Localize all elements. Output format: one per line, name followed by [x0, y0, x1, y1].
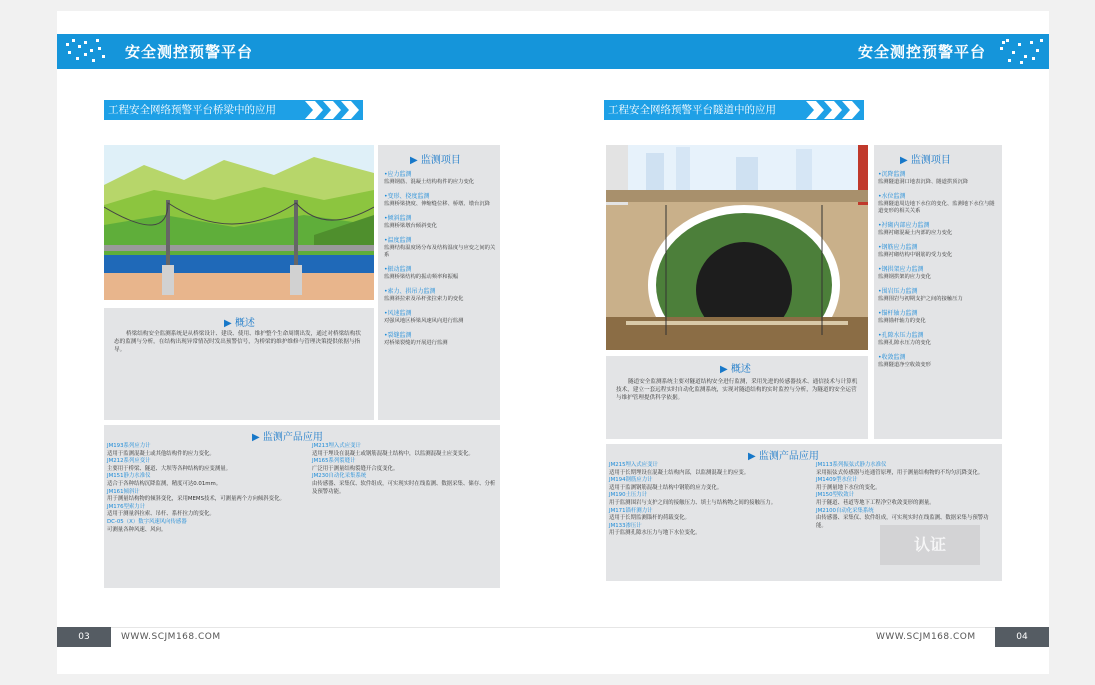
item-heading: •振动监测	[384, 266, 412, 273]
left-products-col1	[107, 443, 303, 534]
item-text: 监测衬砌混凝土内部的应力变化	[878, 230, 953, 236]
header-dots-right	[996, 37, 1046, 67]
item-heading: •风速监测	[384, 310, 412, 317]
product-entry	[107, 504, 303, 519]
product-entry	[816, 462, 998, 477]
product-desc: 主要用于桥梁、隧道、大坝等各种结构的应变测量。	[107, 465, 231, 472]
product-name: JM194钢筋应力计	[609, 477, 653, 484]
product-name: JM230自动化采集系统	[312, 473, 367, 480]
product-entry	[107, 489, 303, 504]
header-dots-left	[62, 37, 112, 67]
product-name: JM161倾斜计	[107, 488, 140, 495]
item-text: 监测桥梁墩台倾斜变化	[384, 223, 437, 229]
chevron-arrows-icon	[301, 100, 363, 120]
page-number-right: 04	[995, 627, 1049, 647]
item-heading: •收敛监测	[878, 354, 906, 361]
product-desc: 由传感器、采集仪、软件组成，可实现实时在线监测、数据采集与预警功能。	[816, 515, 989, 529]
right-overview-panel	[606, 356, 868, 439]
product-name: JM2100自动化采集系统	[816, 507, 874, 514]
item-heading: •变形、挠度监测	[384, 193, 430, 200]
product-entry	[107, 458, 303, 473]
item-text: 监测桥梁结构的振动频率和振幅	[384, 274, 459, 280]
product-name: JM215埋入式应变计	[609, 462, 658, 468]
left-monitor-title: ▶ 监测项目	[410, 155, 461, 166]
list-item	[384, 171, 496, 186]
list-item	[878, 244, 998, 259]
item-text: 监测斜拉索及吊杆张拉索力的变化	[384, 296, 464, 302]
item-heading: •钢拱架应力监测	[878, 266, 924, 273]
footer-url-left: WWW.SCJM168.COM	[121, 632, 221, 642]
right-products-col1	[609, 462, 809, 538]
left-banner-text: 工程安全网络预警平台桥梁中的应用	[108, 104, 276, 116]
list-item	[384, 215, 496, 230]
list-item	[384, 237, 496, 259]
item-text: 监测围岩与初期支护之间的接触压力	[878, 296, 963, 302]
list-item	[878, 354, 998, 369]
watermark: 认证	[880, 525, 980, 565]
item-text: 对桥梁裂缝的开展进行监测	[384, 340, 448, 346]
right-section-banner	[604, 100, 864, 120]
list-item	[878, 310, 998, 325]
product-desc: 用于测量结构物的倾斜变化，采用MEMS技术，可测量两个方向倾斜变化。	[107, 496, 285, 503]
right-products-title: ▶ 监测产品应用	[748, 451, 819, 462]
product-entry	[107, 443, 303, 458]
product-entry	[609, 508, 809, 523]
right-banner-text: 工程安全网络预警平台隧道中的应用	[608, 104, 776, 116]
product-desc: 用于测量地下水位的变化。	[816, 484, 881, 491]
item-text: 对强风地区桥梁风速风向进行监测	[384, 318, 464, 324]
item-heading: •倾斜监测	[384, 215, 412, 222]
right-monitor-panel	[874, 145, 1002, 439]
item-text: 监测锚杆轴力的变化	[878, 318, 926, 324]
bridge-illustration	[104, 145, 374, 300]
item-heading: •水位监测	[878, 193, 906, 200]
item-heading: •沉降监测	[878, 171, 906, 178]
item-text: 监测隧道洞口地表沉降、隧道拱顶沉降	[878, 179, 969, 185]
product-name: JM213埋入式应变计	[312, 443, 361, 449]
product-name: JM165系列裂缝计	[312, 458, 356, 465]
page-number-left: 03	[57, 627, 111, 647]
product-desc: 采用振弦式传感器与连通管原理，用于测量结构物的不均匀沉降变化。	[816, 469, 984, 476]
product-name: JM176型索力计	[107, 503, 146, 510]
product-entry	[107, 473, 303, 488]
item-text: 监测结构温度场分布及结构温度与应变之间的关系	[384, 245, 496, 258]
left-products-col2	[312, 443, 496, 496]
left-products-title: ▶ 监测产品应用	[252, 432, 323, 443]
left-monitor-panel	[378, 145, 500, 420]
item-heading: •衬砌内部应力监测	[878, 222, 930, 229]
item-heading: •孔隙水压力监测	[878, 332, 924, 339]
item-heading: •围岩压力监测	[878, 288, 918, 295]
product-desc: 适用于长期埋设在混凝土结构内部，以监测混凝土的应变。	[609, 469, 750, 476]
item-heading: •索力、拱吊力监测	[384, 288, 436, 295]
product-name: JM133渗压计	[609, 522, 642, 529]
list-item	[384, 266, 496, 281]
header-title-left: 安全测控预警平台	[125, 43, 254, 61]
product-desc: 适用于监测混凝土或其他结构件的应力变化。	[107, 450, 215, 457]
right-monitor-title: ▶ 监测项目	[900, 155, 951, 166]
product-desc: 用于监测围岩与支护之间的接触压力、填土与结构物之间的接触压力。	[609, 499, 777, 506]
left-overview-panel	[104, 308, 374, 420]
product-name: JM193系列应力计	[107, 443, 151, 449]
item-text: 监测钢拱架的应力变化	[878, 274, 931, 280]
list-item	[878, 222, 998, 237]
list-item	[878, 171, 998, 186]
chevron-arrows-icon	[802, 100, 864, 120]
product-entry	[609, 523, 809, 538]
tunnel-illustration	[606, 145, 868, 350]
product-desc: 用于监测孔隙水压力与地下水位变化。	[609, 530, 701, 537]
right-overview-text: 隧道安全监测系统主要对隧道结构安全进行监测，采用先进的传感器技术、通信技术与计算机技术，建立一套远程实时自动化监测系统，实现对隧道结构的实时监控与分析，为隧道的安全运营与维护管理提供科学依据。	[616, 379, 858, 401]
footer-url-right: WWW.SCJM168.COM	[876, 632, 976, 642]
product-desc: 适用于长期监测锚杆的荷载变化。	[609, 515, 690, 522]
list-item	[878, 266, 998, 281]
product-entry	[609, 492, 809, 507]
product-entry	[816, 492, 998, 507]
item-text: 监测孔隙水压力的变化	[878, 340, 931, 346]
list-item	[384, 193, 496, 208]
product-entry	[816, 477, 998, 492]
product-desc: 由传感器、采集仪、软件组成，可实现实时在线监测、数据采集、储存、分析及预警功能。	[312, 480, 496, 495]
header-title-right: 安全测控预警平台	[858, 43, 987, 61]
item-text: 监测桥梁挠度、伸缩缝位移、桥墩、墩台沉降	[384, 201, 490, 207]
list-item	[384, 332, 496, 347]
item-text: 监测隧道周边地下水位的变化、监测地下水位与隧道变形的相关关系	[878, 201, 995, 214]
product-desc: 适用于测量斜拉索、吊杆、系杆拉力的变化。	[107, 511, 215, 518]
product-name: JM212系列应变计	[107, 458, 151, 465]
right-monitor-list	[878, 171, 998, 376]
product-entry	[609, 462, 809, 477]
product-desc: 适合于各种结构沉降监测，精度可达0.01mm。	[107, 480, 222, 487]
product-entry	[312, 443, 496, 458]
left-monitor-list	[384, 171, 496, 354]
product-desc: 适用于监测钢筋混凝土结构中钢筋的应力变化。	[609, 484, 723, 491]
item-text: 监测隧道净空收敛变形	[878, 362, 931, 368]
product-name: DC-05（X）数字风速风向传感器	[107, 518, 187, 525]
right-overview-title: ▶ 概述	[720, 364, 751, 375]
item-text: 监测钢筋、混凝土结构构件的应力变化	[384, 179, 475, 185]
product-entry	[312, 458, 496, 473]
item-heading: •锚杆轴力监测	[878, 310, 918, 317]
product-name: JM1409型水位计	[816, 477, 858, 484]
product-desc: 广泛用于测量结构裂缝开合度变化。	[312, 465, 399, 472]
item-heading: •钢筋应力监测	[878, 244, 918, 251]
product-entry	[107, 519, 303, 534]
left-section-banner	[104, 100, 363, 120]
product-entry	[312, 473, 496, 496]
product-name: JM151静力水准仪	[107, 473, 151, 480]
product-entry	[609, 477, 809, 492]
item-text: 监测衬砌结构中钢筋的受力变化	[878, 252, 953, 258]
list-item	[878, 332, 998, 347]
left-products-panel	[104, 425, 500, 588]
item-heading: •温度监测	[384, 237, 412, 244]
item-heading: •裂缝监测	[384, 332, 412, 339]
product-desc: 适用于埋设在混凝土或钢筋混凝土结构中，以监测混凝土应变变化。	[312, 450, 474, 457]
list-item	[878, 288, 998, 303]
item-heading: •应力监测	[384, 171, 412, 178]
product-name: JM190土压力计	[609, 492, 648, 499]
right-products-col2	[816, 462, 998, 530]
product-name: JM113系列振弦式静力水准仪	[816, 462, 887, 468]
left-overview-text: 桥梁结构安全监测系统是从桥梁设计、建设、使用、维护整个生命周期出发，通过对桥梁结构状态的监测与分析，在结构出现异常情况时发出预警信号，为桥梁的维护维修与管理决策提供依据与指导。	[114, 331, 361, 353]
left-overview-title: ▶ 概述	[224, 318, 255, 329]
list-item	[384, 310, 496, 325]
product-name: JM150型收敛计	[816, 492, 855, 499]
list-item	[384, 288, 496, 303]
list-item	[878, 193, 998, 215]
product-desc: 用于隧道、巷道等地下工程净空收敛变形的测量。	[816, 499, 935, 506]
product-desc: 可测量各种风速、风向。	[107, 526, 167, 533]
product-name: JM171锚杆测力计	[609, 507, 653, 514]
